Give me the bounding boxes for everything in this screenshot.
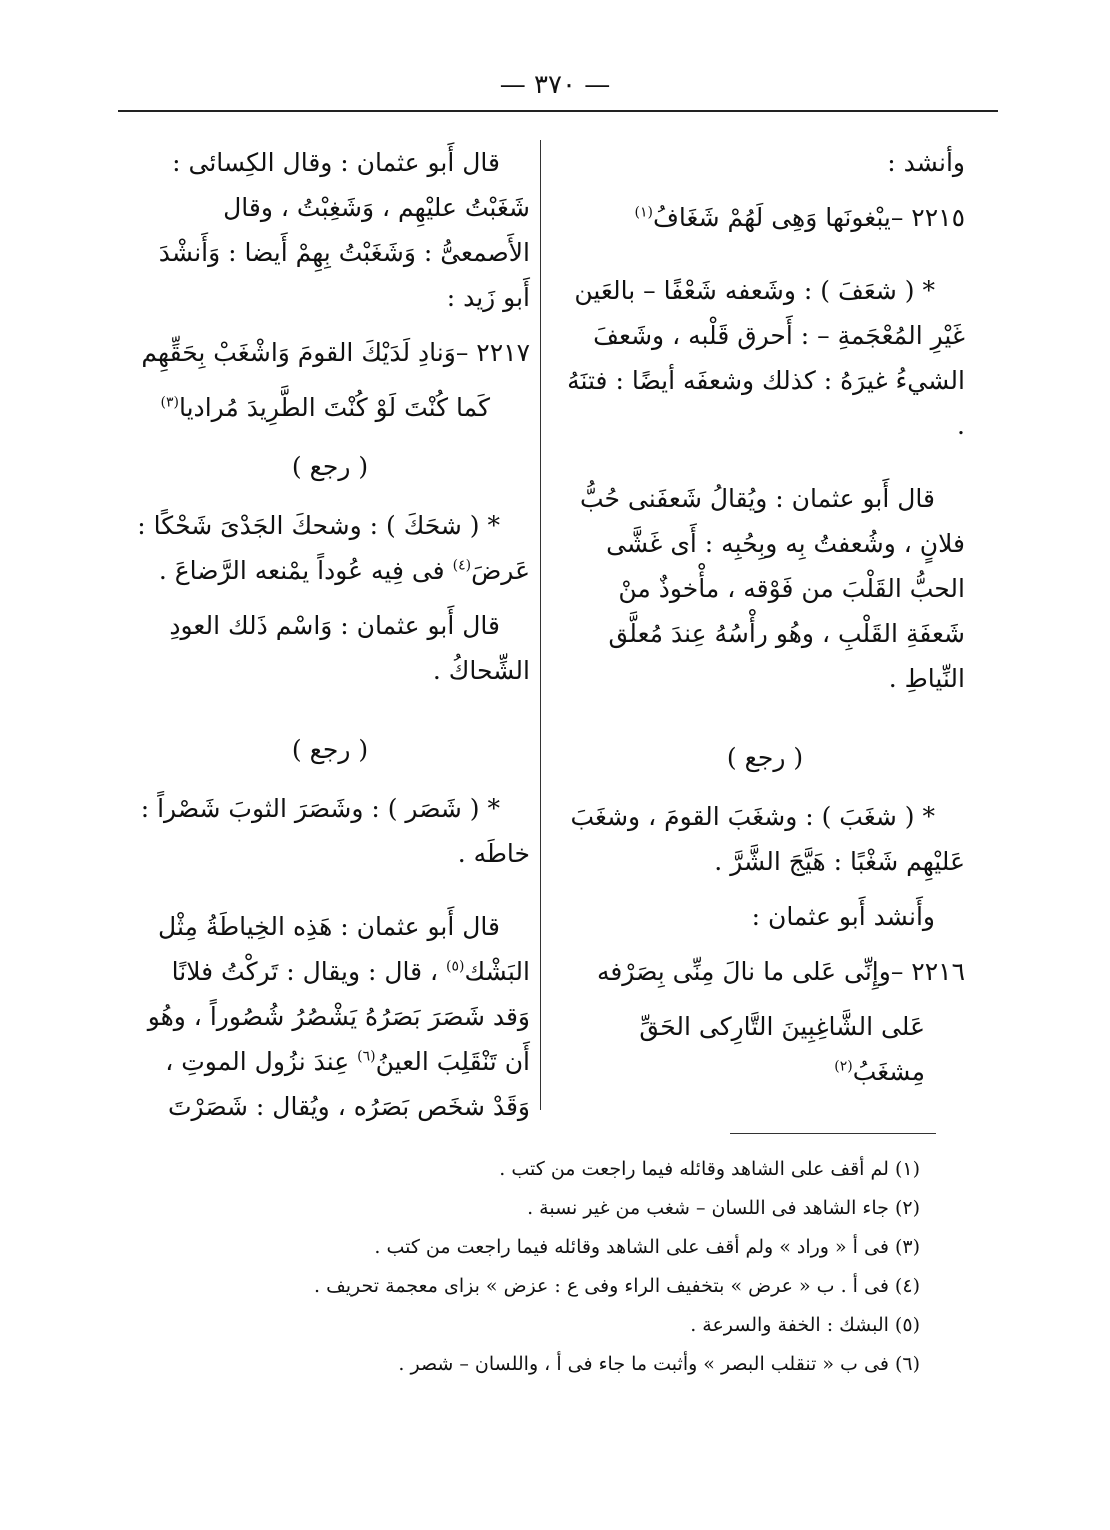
spacer	[130, 703, 530, 721]
footnote-ref-5: (٥)	[446, 958, 465, 975]
spacer	[565, 458, 965, 476]
spacer	[565, 711, 965, 729]
left-p2-rest: فى فِيه عُوداً يمْنعه الرَّضاعَ .	[158, 556, 445, 585]
verse-2215-text: ٢٢١٥ –يبْغونَها وَهِى لَهُمْ شَغَافُ	[653, 203, 965, 232]
page-number: — ٣٧٠ —	[499, 70, 611, 100]
verse-2217-line2-text: كَما كُنْتَ لَوْ كُنْتَ الطَّرِيدَ مُراديا	[178, 393, 490, 422]
section-heading-raja: ( رجع )	[291, 735, 369, 764]
section-heading-raja: ( رجع )	[726, 743, 804, 772]
spacer	[565, 250, 965, 268]
left-p4: * ( شَصَر ) : وشَصَرَ الثوبَ شَصْراً : خاطَه .	[140, 794, 530, 868]
footnote-2: (٢) جاء الشاهد فى اللسان – شغب من غير نسبة .	[527, 1197, 920, 1219]
verse-2217-line1: ٢٢١٧ –وَنادِ لَدَيْكَ القومَ وَاشْغَبْ بِحَقِّهِم	[141, 338, 530, 367]
footnote-ref-2: (٢)	[834, 1058, 853, 1075]
right-p5: وأَنشد أَبو عثمان :	[751, 902, 935, 931]
footnote-6: (٦) فى ب « تنقلب البصر » وأثبت ما جاء فى أ ، واللسان – شصر .	[398, 1353, 920, 1375]
left-p3: قال أَبو عثمان : وَاسْم ذَلك العودِ الشِّحاكُ .	[169, 611, 530, 685]
verse-2215	[565, 195, 965, 240]
footnotes	[300, 1150, 920, 1384]
verse-2216-line2	[565, 1004, 965, 1094]
footnote-1: (١) لم أقف على الشاهد وقائله فيما راجعت من كتب .	[499, 1158, 920, 1180]
left-p5	[130, 904, 530, 1129]
footnote-ref-6: (٦)	[357, 1048, 376, 1065]
right-p1: وأنشد :	[887, 148, 965, 177]
left-p5-a: قال أَبو عثمان : هَذِه الخِياطَةُ مِثْل البَشْك	[158, 912, 530, 986]
verse-2216-line2-text: عَلى الشَّاغِبِينَ التَّارِكى الحَقِّ مِشغَبُ	[639, 1012, 925, 1086]
spacer	[130, 886, 530, 904]
header-rule	[118, 110, 998, 112]
footnote-ref-3: (٣)	[160, 394, 179, 411]
footnote-5: (٥) البشك : الخفة والسرعة .	[690, 1314, 920, 1336]
verse-2217-line2	[130, 385, 530, 430]
section-heading-raja: ( رجع )	[291, 452, 369, 481]
right-column	[565, 140, 965, 1108]
footnote-ref-1: (١)	[634, 204, 653, 221]
left-p1: قال أَبو عثمان : وقال الكِسائى : شَغَبْتُ عليْهِم ، وَشَغِبْتُ ، وقال الأَصمعىُّ : وَشَغَبْتُ بِهِمْ أَيضا : وَأَنشْدَ أَبو زَيد :	[158, 148, 530, 312]
column-divider	[540, 140, 541, 1110]
left-p5-c: عِندَ نزُول الموتِ ، وَقَدْ شخَص بَصَرُه ، ويُقال : شَصَرْتَ	[165, 1047, 530, 1121]
left-p2-text: * ( شحَكَ ) : وشحكَ الجَدْىَ شَحْكًا : عَرضَ	[137, 511, 530, 585]
verse-2216-line1: ٢٢١٦ –وإِنِّى عَلى ما نالَ مِنِّى بِصَرْفه	[596, 957, 965, 986]
footnote-3: (٣) فى أ « وراد » ولم أقف على الشاهد وقائله فيما راجعت من كتب .	[374, 1236, 920, 1258]
left-p5-b: ، قال : ويقال : تَركْتُ فلانًا وَقد شَصَرَ بَصَرُهُ يَشْصُرُ شُصُوراً ، وهُو أَن تَنْقَلِبَ العينُ	[147, 957, 530, 1076]
right-p2: * ( شعَفَ ) : وشَعفه شَعْفًا – بالعَين غَيْرِ المُعْجَمةِ – : أَحرق قَلْبه ، وشَعفَ الشيءُ غيرَهُ : كذلك وشعفَه أيضًا : فتنَهُ .	[567, 276, 965, 440]
left-column	[130, 140, 530, 1139]
footnote-ref-4: (٤)	[452, 557, 472, 574]
footnote-4: (٤) فى أ . ب « عرض » بتخفيف الراء وفى ع : عزض » بزاى معجمة تحريف .	[314, 1275, 920, 1297]
right-p4: * ( شغَبَ ) : وشغَبَ القومَ ، وشغَبَ عَليْهِم شَغْبًا : هَيَّجَ الشَّرَّ .	[570, 802, 965, 876]
footnote-rule	[730, 1133, 936, 1134]
right-p3: قال أَبو عثمان : ويُقالُ شَعفَنى حُبُّ فلانٍ ، وشُعفتُ بِه وبِحُبِه : أَى غَشَّى الحبُّ القَلْبَ من فَوْقه ، مأْخوذٌ منْ شَعفَةِ القَلْبِ ، وهُو رأْسُهُ عِندَ مُعلَّق النِّياطِ .	[579, 484, 965, 693]
left-p2	[130, 503, 530, 593]
